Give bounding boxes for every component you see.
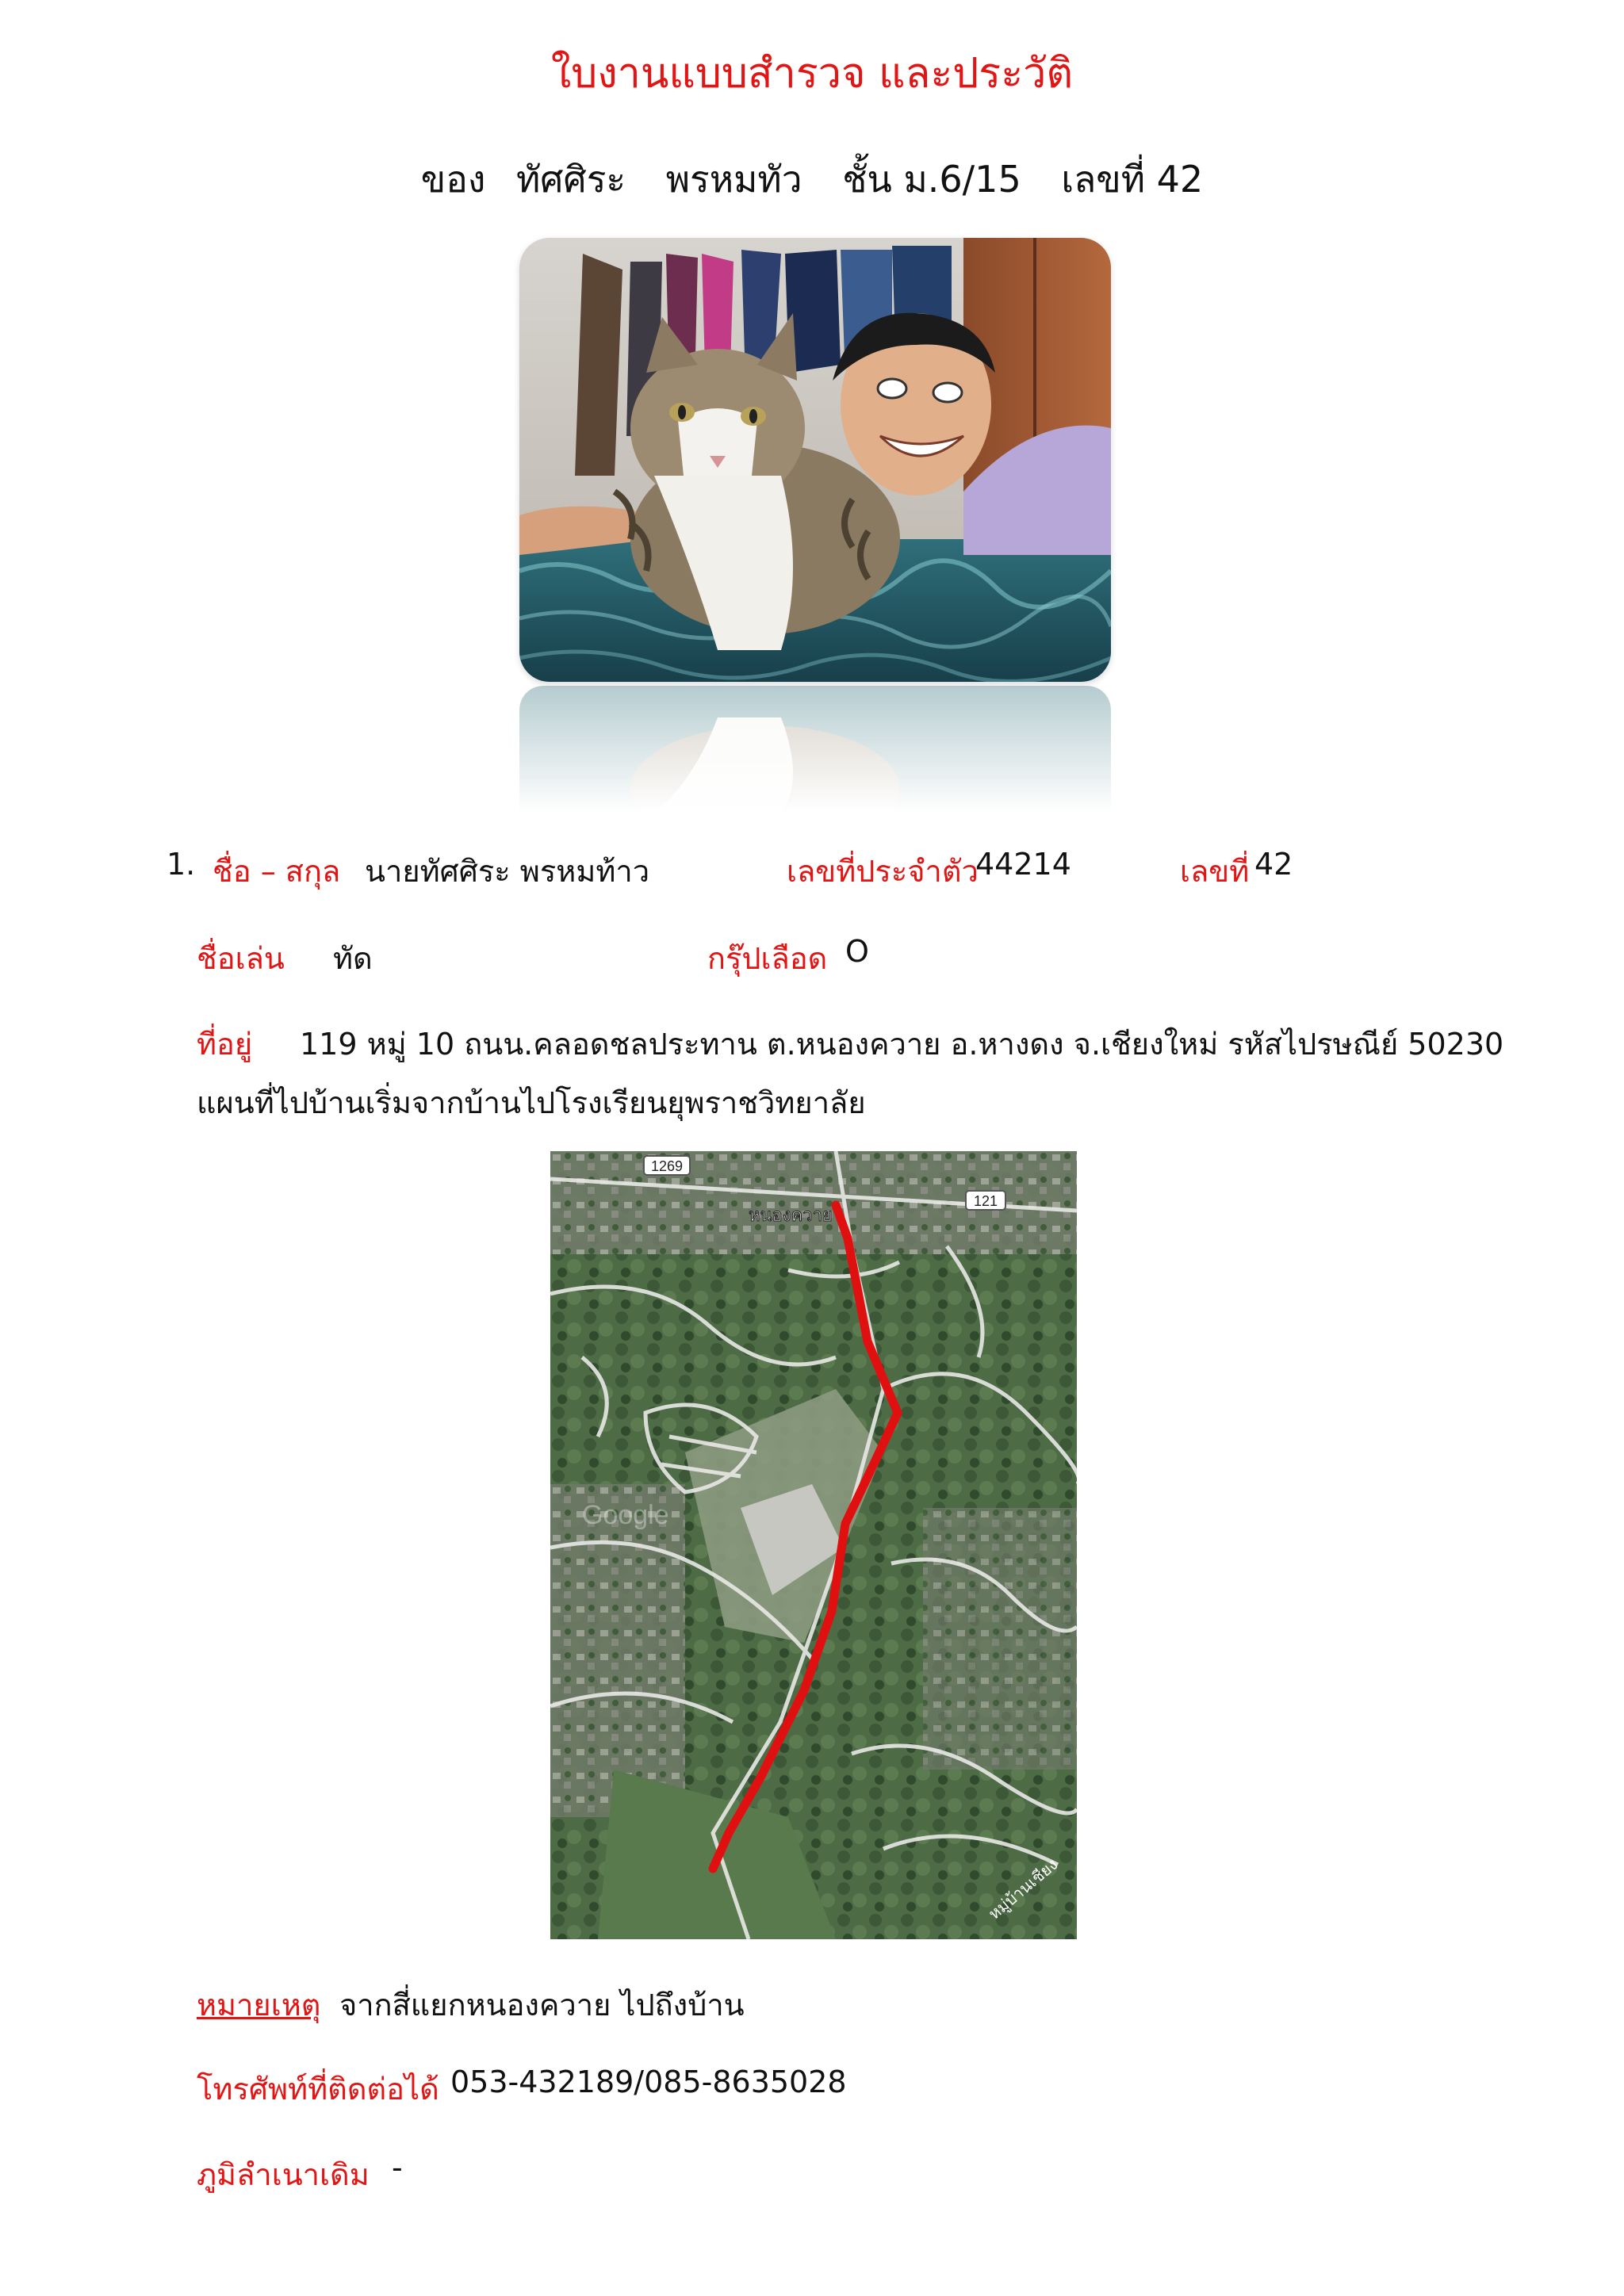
page-title: ใบงานแบบสำรวจ และประวัติ	[550, 50, 1074, 98]
route-map	[550, 1151, 1077, 1939]
student-id-label: เลขที่ประจำตัว	[787, 854, 979, 889]
road-label-1269: 1269	[650, 1158, 684, 1174]
subtitle-class: ชั้น ม.6/15	[842, 158, 1021, 201]
photo-reflection-image	[519, 686, 1111, 813]
map-caption: แผนที่ไปบ้านเริ่มจากบ้านไปโรงเรียนยุพราชวิทยาลัย	[197, 1085, 866, 1120]
student-header	[0, 151, 1624, 209]
number-label: เลขที่	[1180, 854, 1250, 889]
place-label-nong-khwai: หนองควาย	[749, 1206, 833, 1226]
note-value: จากสี่แยกหนองควาย ไปถึงบ้าน	[339, 1988, 745, 2022]
blood-group-value: O	[845, 934, 869, 969]
phone-value: 053-432189/085-8635028	[450, 2064, 847, 2099]
subtitle-number: เลขที่ 42	[1061, 158, 1204, 201]
hometown-value: -	[392, 2150, 403, 2185]
profile-photo	[519, 238, 1111, 682]
corner-place-label: หมู่บ้านเชียง	[984, 1854, 1062, 1923]
name-label: ชื่อ – สกุล	[213, 854, 341, 889]
nickname-value: ทัด	[333, 941, 373, 976]
name-value: นายทัศศิระ พรหมท้าว	[365, 854, 650, 889]
nickname-label: ชื่อเล่น	[197, 941, 285, 976]
item-number: 1.	[167, 847, 196, 882]
hometown-label: ภูมิลำเนาเดิม	[197, 2157, 370, 2192]
phone-label: โทรศัพท์ที่ติดต่อได้	[197, 2072, 439, 2107]
address-label: ที่อยู่	[197, 1027, 253, 1062]
subtitle-first-name: ทัศศิระ	[515, 158, 626, 201]
satellite-map	[550, 1151, 1077, 1939]
student-id-value: 44214	[975, 847, 1071, 882]
profile-photo-frame	[519, 238, 1111, 817]
subtitle-last-name: พรหมทัว	[665, 158, 802, 201]
number-value: 42	[1254, 847, 1293, 882]
photo-reflection	[519, 686, 1111, 813]
blood-group-label: กรุ๊ปเลือด	[707, 941, 828, 976]
address-value: 119 หมู่ 10 ถนน.คลอดชลประทาน ต.หนองควาย อ.หางดง จ.เชียงใหม่ รหัสไปรษณีย์ 50230	[300, 1027, 1504, 1062]
photo-student-with-cat	[519, 238, 1111, 682]
road-label-121: 121	[973, 1193, 998, 1209]
note-label: หมายเหตุ	[197, 1988, 321, 2022]
subtitle-of: ของ	[420, 158, 486, 201]
map-watermark: Google	[582, 1500, 669, 1530]
